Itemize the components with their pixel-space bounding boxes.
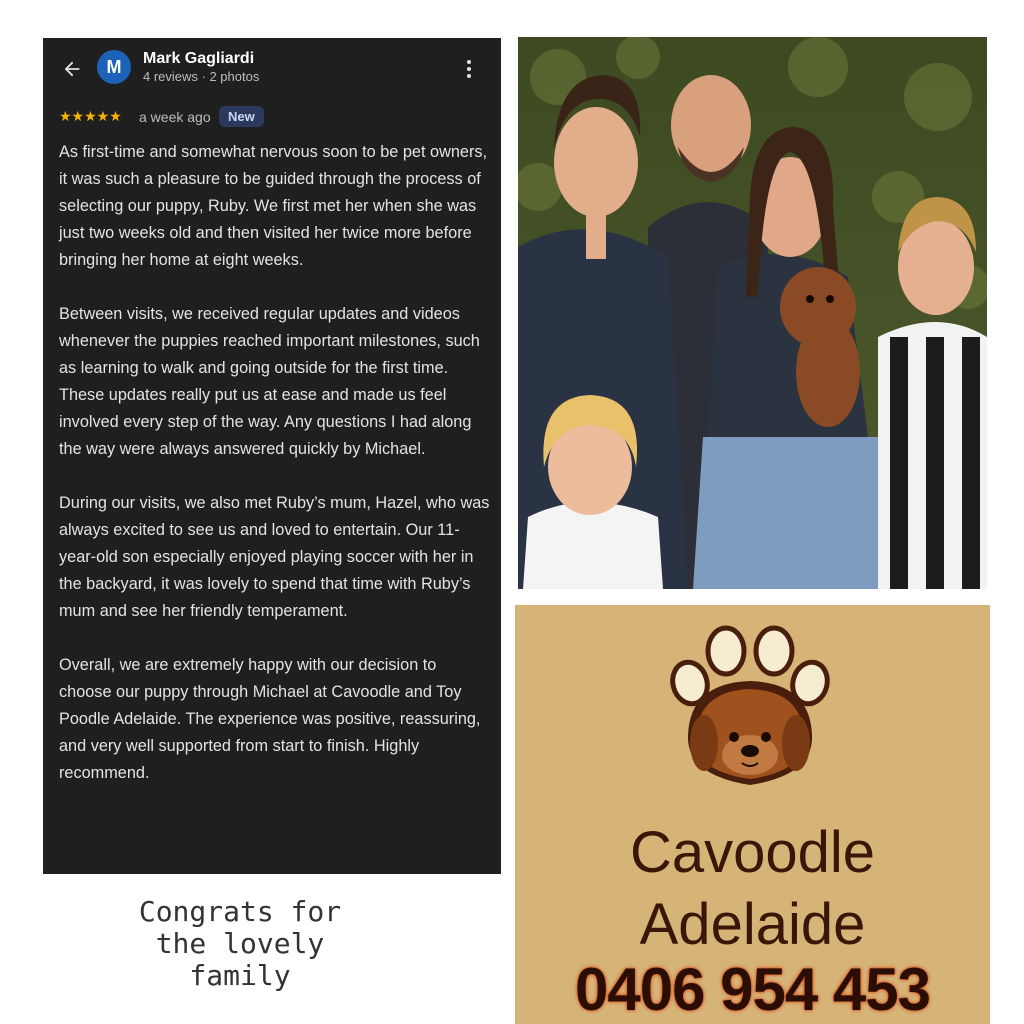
star-rating: ★★★★★ bbox=[59, 108, 122, 124]
review-header bbox=[43, 38, 501, 100]
review-paragraph: As first-time and somewhat nervous soon to be pet owners, it was such a pleasure to be guided through the process of selecting our puppy, Ruby. We first met her when she was just two weeks old and then visited her twice more before bringing her home at eight weeks. bbox=[59, 143, 488, 269]
brand-panel bbox=[515, 605, 990, 1024]
reviewer-name[interactable]: Mark Gagliardi bbox=[143, 50, 255, 67]
review-paragraph: Overall, we are extremely happy with our decision to choose our puppy through Michael at Cavoodle and Toy Poodle Adelaide. The experience was positive, reassuring, and very well supported from start to finish. Highly recommend. bbox=[59, 656, 481, 782]
caption-line: Congrats for bbox=[138, 895, 342, 928]
brand-name-line2: Adelaide bbox=[639, 892, 866, 957]
more-vertical-icon[interactable] bbox=[467, 60, 471, 78]
brand-name-line1: Cavoodle bbox=[629, 820, 876, 885]
phone-number[interactable]: 0406 954 453 bbox=[574, 956, 931, 1023]
review-time: a week ago bbox=[139, 109, 211, 125]
reviewer-meta: 4 reviews · 2 photos bbox=[143, 69, 260, 84]
review-paragraph: During our visits, we also met Ruby’s mum, Hazel, who was always excited to see us and loved to entertain. Our 11-year-old son especially enjoyed playing soccer with her in the backyard, it was lovely to spend that time with Ruby’s mum and see her friendly temperament. bbox=[59, 494, 490, 620]
review-card bbox=[43, 38, 501, 874]
arrow-left-icon[interactable] bbox=[61, 58, 83, 80]
paw-dog-logo bbox=[668, 625, 833, 795]
family-photo bbox=[518, 37, 987, 589]
caption-line: family bbox=[189, 959, 291, 992]
avatar[interactable]: M bbox=[97, 50, 131, 84]
new-badge: New bbox=[219, 106, 264, 127]
review-text bbox=[59, 139, 491, 814]
congrats-caption bbox=[90, 896, 390, 992]
review-paragraph: Between visits, we received regular updates and videos whenever the puppies reached important milestones, such as learning to walk and going outside for the first time. These updates really put us at ease and made us feel involved every step of the way. Any questions I had along the way were always answered quickly by Michael. bbox=[59, 305, 480, 458]
caption-line: the lovely bbox=[155, 927, 325, 960]
